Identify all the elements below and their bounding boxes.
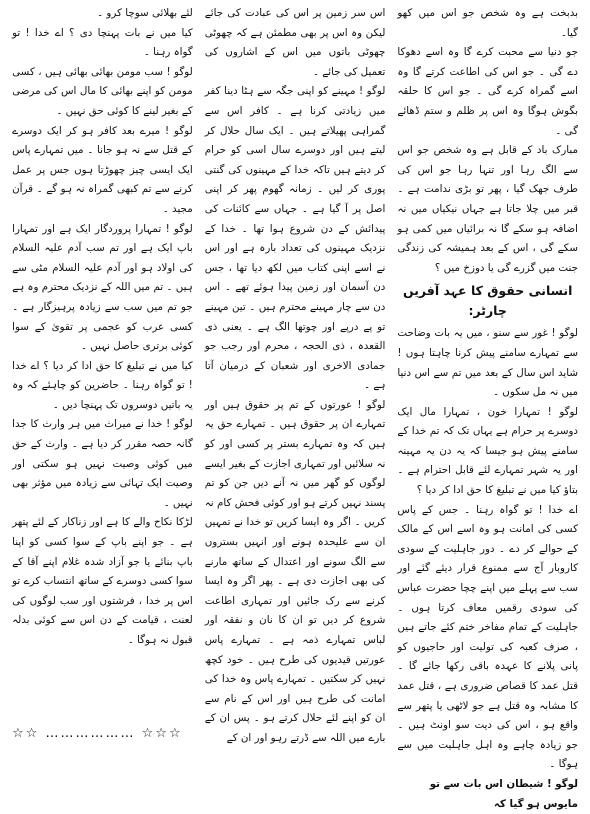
paragraph: لوگو ! تمہارا پروردگار ایک ہے اور تمہارا باپ ایک ہے اور تم سب آدم علیہ السلام کی اولاد ہو اور آدم علیہ السلام مٹی سے ہیں ۔ تم میں اللہ کے نزدیک محترم وہ ہے جو تم میں سب سے زیادہ پرہیزگار ہے ۔ کسی عرب کو عجمی پر تقویٰ کے سوا کوئی برتری حاصل نہیں ۔ <box>12 222 193 353</box>
paragraph: لئے بھلائی سوچا کرو ۔ <box>97 7 193 19</box>
paragraph: لوگو ! تمہارا خون ، تمہارا مال ایک دوسرے پر حرام ہے یہاں تک کہ تم خدا کے سامنے پیش ہو جیسا کہ یہ دن یہ مہینہ اور یہ شہر تمہارے لئے قابل احترام ہے ۔ بتاؤ کیا میں نے تبلیغ کا حق ادا کر دیا ؟ <box>397 405 578 497</box>
column-middle <box>199 4 392 762</box>
section-heading: انسانی حقوق کا عہد آفریں چارٹر: <box>402 283 573 319</box>
paragraph: لوگو ! غور سے سنو ، میں یہ بات وضاحت سے تمہارے سامنے پیش کرنا چاہتا ہوں ! شاید اس سال کے بعد میں تم سے اس دنیا میں نہ مل سکوں ۔ <box>397 327 578 399</box>
paragraph: جو دنیا سے محبت کرے گا وہ اسے دھوکا دے گی ۔ جو اس کی اطاعت کرتے گا وہ اسے گمراہ کرے گی ۔ جو اس کا حلقہ بگوش ہوگا وہ اس پر ظلم و ستم ڈھائے گی ۔ <box>397 46 578 137</box>
paragraph: لوگو ! مہینے کو اپنی جگہ سے ہٹا دینا کفر میں زیادتی کرنا ہے ۔ کافر اس سے گمراہی پھیلاتے ہیں ۔ ایک سال حلال کر لیتے ہیں اور دوسرے سال اسی کو حرام کر دیتے ہیں تاکہ خدا کے مہینوں کی گنتی پوری کر لیں ۔ زمانہ گھوم پھر کر اپنی اصل پر آ گیا ہے ۔ جہاں سے کائنات کی پیدائش کے دن شروع ہوا تھا ۔ خدا کے نزدیک مہینوں کی تعداد بارہ ہے اور اس نے اسے اپنی کتاب میں لکھ دیا تھا ، جس دن آسمان اور زمین پیدا ہوئے تھے ۔ اس دن سے چار مہینے محترم ہیں ۔ تین مہینے تو پے درپے اور چوتھا الگ ہے ۔ یعنی ذی القعدہ ، ذی الحجہ ، محرم اور رجب جو جمادی الاخری اور شعبان کے درمیان آتا ہے ۔ <box>204 85 386 392</box>
paragraph: بدبخت ہے وہ شخص جو اس میں کھو گیا۔ <box>397 7 578 39</box>
paragraph: لوگو ! خدا نے میراث میں ہر وارث کا جدا گانہ حصہ مقرر کر دیا ہے ۔ وارث کے حق میں کوئی وصیت نہیں ہو سکتی اور وصیت ایک تہائی سے زیادہ میں مؤثر بھی نہیں ۔ <box>12 418 193 509</box>
closing-line: لوگو ! شیطان اس بات سے تو مایوس ہو گیا کہ <box>429 777 578 810</box>
paragraph: کیا میں نے بات پہنچا دی ؟ اے خدا ! تو گواہ رہنا ۔ <box>12 26 193 59</box>
stars-divider: ☆☆ ……………… ☆☆☆ <box>12 726 183 742</box>
column-left <box>6 4 199 762</box>
paragraph: لوگو ! عورتوں کے تم پر حقوق ہیں اور تمہارے ان پر حقوق ہیں ۔ تمہارے حق یہ ہیں کہ وہ تمہارے بستر پر کسی اور کو نہ سلائیں اور تمہاری اجازت کے بغیر ایسے لوگوں کو گھر میں نہ آنے دیں جن کو تم پسند نہیں کرتے ہو اور کوئی فحش کام نہ کریں ۔ اگر وہ ایسا کریں تو خدا نے تمہیں ان سے علیحدہ ہونے اور انہیں بستروں سے الگ سونے اور اعتدال کے ساتھ مارنے کی بھی اجازت دی ہے ۔ پھر اگر وہ ایسا کرنے سے رک جائیں اور تمہاری اطاعت شروع کر دیں تو ان کا نان و نفقہ اور لباس تمہارے ذمہ ہے ۔ تمہارے پاس عورتیں قیدیوں کی طرح ہیں ۔ خود کچھ نہیں کر سکتیں ۔ تمہارے پاس وہ خدا کی امانت کی طرح ہیں اور اس کے نام سے ان کو اپنے لئے حلال کرتے ہو ۔ پس ان کے بارے میں اللہ سے ڈرتے رہو اور ان کے <box>204 398 386 744</box>
paragraph: لوگو ! سب مومن بھائی بھائی ہیں ، کسی مومن کو اپنے بھائی کا مال اس کی مرضی کے بغیر لینے کا کوئی حق نہیں ۔ <box>12 65 193 117</box>
paragraph: کیا میں نے تبلیغ کا حق ادا کر دیا ؟ اے خدا ! تو گواہ رہنا ۔ حاضرین کو چاہئے کہ وہ یہ باتیں دوسروں تک پہنچا دیں ۔ <box>12 359 193 411</box>
column-right <box>391 4 584 810</box>
paragraph: لڑکا نکاح والے کا ہے اور زناکار کے لئے پتھر ہے ۔ جو اپنے باپ کے سوا کسی کو اپنا باپ بنائے یا جو آزاد شدہ غلام اپنے آقا کے سوا کسی دوسرے کے ساتھ انتساب کرے تو اس پر خدا ، فرشتوں اور سب لوگوں کی لعنت ، قیامت کے دن اس سے کوئی بدلہ قبول نہ ہوگا ۔ <box>12 516 193 646</box>
paragraph: مبارک باد کے قابل ہے وہ شخص جو اس سے الگ رہا اور تنہا رہا جو اس کی طرف جھک گیا ، پھر تو بڑی ندامت ہے ۔ قبر میں چلا جاتا ہے جہاں نیکیاں میں نہ اضافہ ہو سکے گا نہ برائیاں میں کمی ہو سکے گی ، اس کے بعد ہمیشہ کی زندگی جنت میں گزرے گی یا دوزخ میں ؟ <box>397 144 578 274</box>
paragraph: اس سر زمین پر اس کی عبادت کی جائے لیکن وہ اس پر بھی مطمئن ہے کہ چھوٹی چھوٹی باتوں میں اس کے اشاروں کی تعمیل کی جائے ۔ <box>204 7 386 78</box>
paragraph: اے خدا ! تو گواہ رہنا ۔ جس کے پاس کسی کی امانت ہو وہ اسے اس کے مالک کے حوالے کر دے ۔ دور جاہلیت کے سودی کاروبار آج سے ممنوع قرار دیئے گئے اور سب سے پہلے میں اپنے چچا حضرت عباس کی سودی رقمیں معاف کرتا ہوں ۔ جاہلیت کے تمام مفاخر ختم کئے جاتے ہیں ، صرف کعبہ کی تولیت اور حاجیوں کو پانی پلانے کا عہدہ باقی رکھا جائے گا ۔ قتل عمد کا قصاص ضروری ہے ، قتل عمد کا مشابہ وہ قتل ہے جو لاٹھی یا پتھر سے واقع ہو ، اس کی دیت سو اونٹ ہیں ۔ جو زیادہ چاہے وہ اہل جاہلیت میں سے ہوگا ۔ <box>397 503 578 771</box>
paragraph: لوگو ! میرے بعد کافر ہو کر ایک دوسرے کے قتل سے نہ ہو جانا ۔ میں تمہارے پاس ایک ایسی چیز چھوڑتا ہوں جس پر عمل کرنے سے تم کبھی گمراہ نہ ہو گے ۔ قرآن مجید ۔ <box>12 124 193 215</box>
